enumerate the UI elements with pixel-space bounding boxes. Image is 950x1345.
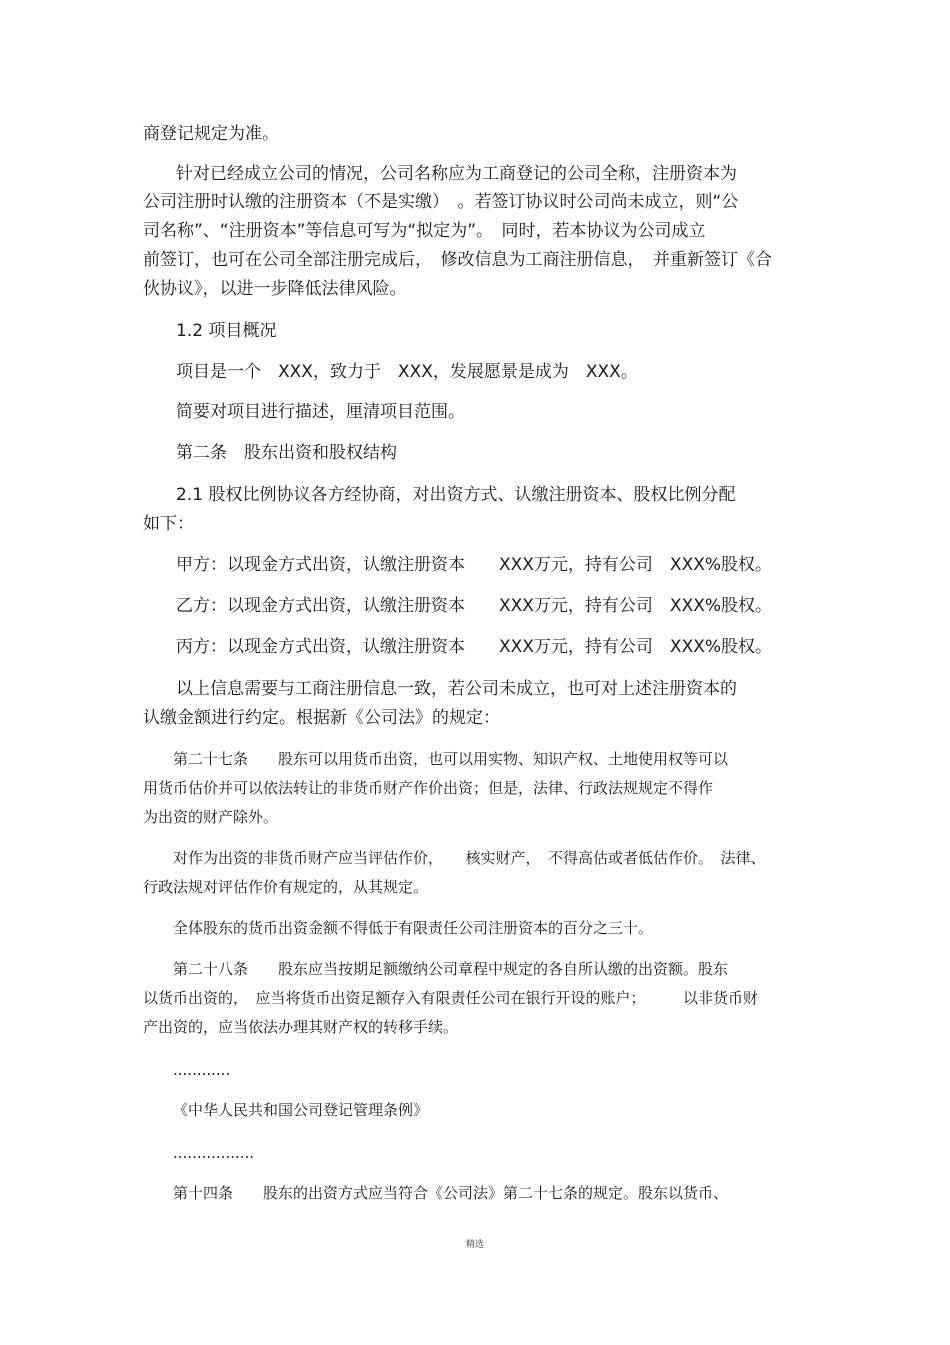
paragraph-line: 以上信息需要与工商注册信息一致，若公司未成立，也可对上述注册资本的 (176, 679, 737, 699)
ellipsis: ................. (173, 1144, 255, 1162)
party-line: 甲方：以现金方式出资，认缴注册资本 XXX万元，持有公司 XXX%股权。 (176, 555, 773, 575)
paragraph-line: 2.1 股权比例协议各方经协商，对出资方式、认缴注册资本、股权比例分配 (176, 485, 736, 505)
law-article-line: 为出资的财产除外。 (143, 808, 279, 826)
page-footer: 精选 (466, 1240, 485, 1250)
law-article-line: 第二十七条 股东可以用货币出资，也可以用实物、知识产权、土地使用权等可以 (173, 750, 729, 768)
paragraph-line: 商登记规定为准。 (143, 124, 279, 144)
party-line: 丙方：以现金方式出资，认缴注册资本 XXX万元，持有公司 XXX%股权。 (176, 637, 773, 657)
law-article-line: 以货币出资的， 应当将货币出资足额存入有限责任公司在银行开设的账户； 以非货币财 (143, 989, 759, 1007)
law-article-line: 第十四条 股东的出资方式应当符合《公司法》第二十七条的规定。股东以货币、 (173, 1184, 729, 1202)
paragraph-line: 项目是一个 XXX，致力于 XXX，发展愿景是成为 XXX。 (176, 362, 638, 382)
article-heading: 第二条 股东出资和股权结构 (176, 443, 397, 463)
ellipsis: ............ (173, 1061, 231, 1079)
paragraph-line: 司名称”、“注册资本”等信息可写为“拟定为”。 同时，若本协议为公司成立 (143, 221, 706, 241)
law-article-line: 用货币估价并可以依法转让的非货币财产作价出资；但是，法律、行政法规规定不得作 (143, 779, 714, 797)
paragraph-line: 前签订，也可在公司全部注册完成后， 修改信息为工商注册信息， 并重新签订《合 (143, 250, 772, 270)
regulation-title: 《中华人民共和国公司登记管理条例》 (173, 1101, 429, 1119)
section-heading: 1.2 项目概况 (176, 321, 277, 341)
paragraph-line: 针对已经成立公司的情况，公司名称应为工商登记的公司全称，注册资本为 (176, 164, 737, 184)
law-article-line: 对作为出资的非货币财产应当评估作价， 核实财产， 不得高估或者低估作价。 法律、 (173, 849, 766, 867)
paragraph-line: 公司注册时认缴的注册资本（不是实缴） 。若签订协议时公司尚未成立，则“公 (143, 192, 739, 212)
paragraph-line: 简要对项目进行描述，厘清项目范围。 (176, 402, 465, 422)
law-article-line: 产出资的，应当依法办理其财产权的转移手续。 (143, 1018, 459, 1036)
paragraph-line: 如下： (143, 514, 194, 534)
law-article-line: 行政法规对评估作价有规定的，从其规定。 (143, 878, 429, 896)
paragraph-line: 认缴金额进行约定。根据新《公司法》的规定： (143, 708, 500, 728)
law-article-line: 第二十八条 股东应当按期足额缴纳公司章程中规定的各自所认缴的出资额。股东 (173, 960, 729, 978)
party-line: 乙方：以现金方式出资，认缴注册资本 XXX万元，持有公司 XXX%股权。 (176, 596, 773, 616)
paragraph-line: 伙协议》，以进一步降低法律风险。 (143, 279, 407, 299)
law-article-line: 全体股东的货币出资金额不得低于有限责任公司注册资本的百分之三十。 (173, 919, 654, 937)
